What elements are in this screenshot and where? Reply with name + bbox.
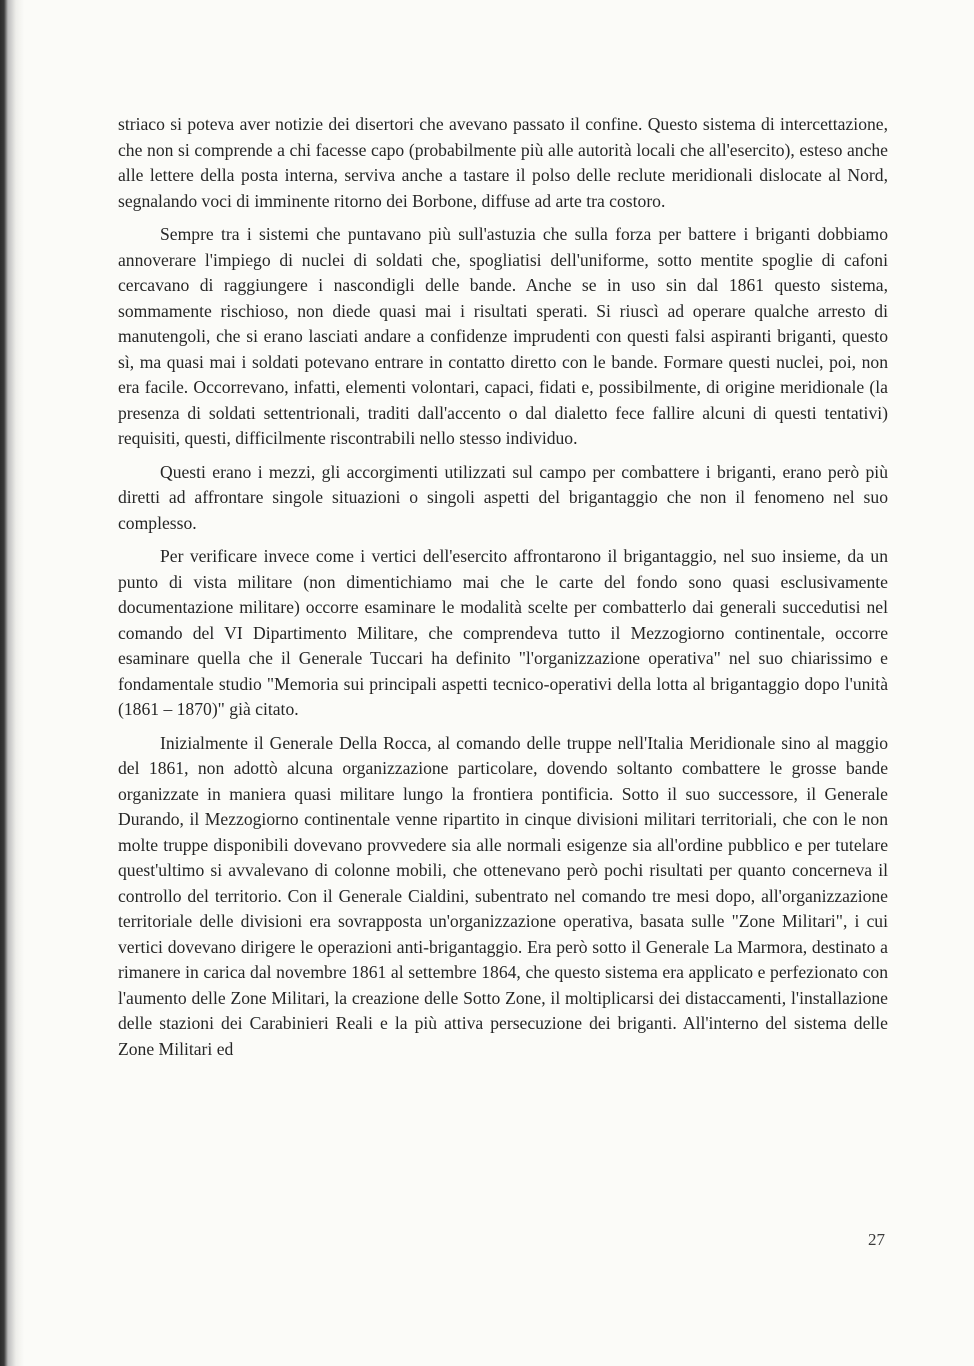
paragraph-generals-organization: Inizialmente il Generale Della Rocca, al comando delle truppe nell'Italia Meridionale sino al maggio del 1861, non adottò alcuna organizzazione particolare, dovendo soltanto combattere le grosse bande organizzate in maniera quasi militare lungo la frontiera pontificia. Sotto il suo successore, il Generale Durando, il Mezzogiorno continentale venne ripartito in cinque divisioni militari territoriali, che con le non molte truppe disponibili dovevano provvedere sia alle normali esigenze sia all'ordine pubblico e per tutelare quest'ultimo si avvalevano di colonne mobili, che ottenevano però pochi risultati per quanto concerneva il controllo del territorio. Con il Generale Cialdini, subentrato nel comando tre mesi dopo, all'organizzazione territoriale delle divisioni era sovrapposta un'organizzazione operativa, basata sulle "Zone Militari", i cui vertici dovevano dirigere le operazioni anti-brigantaggio. Era però sotto il Generale La Marmora, destinato a rimanere in carica dal novembre 1861 al settembre 1864, che questo sistema era applicato e perfezionato con l'aumento delle Zone Militari, la creazione delle Sotto Zone, il moltiplicarsi dei distaccamenti, l'installazione delle stazioni dei Carabinieri Reali e la più attiva persecuzione dei briganti. All'interno del sistema delle Zone Militari ed [118, 732, 888, 1059]
body-text [118, 112, 888, 1070]
paragraph-military-view: Per verificare invece come i vertici dell'esercito affrontarono il brigantaggio, nel suo insieme, da un punto di vista militare (non dimentichiamo mai che le carte del fondo sono quasi esclusivamente documentazione militare) occorre esaminare le modalità scelte per combatterlo dai generali succedutisi nel comando del VI Dipartimento Militare, che comprendeva tutto il Mezzogiorno continentale, occorre esaminare quella che il Generale Tuccari ha definito "l'organizzazione operativa" nel suo chiarissimo e fondamentale studio "Memoria sui principali aspetti tecnico-operativi della lotta al brigantaggio dopo l'unità (1861 – 1870)" già citato. [118, 546, 888, 719]
page-binding-edge [0, 0, 24, 1366]
paragraph-field-means: Questi erano i mezzi, gli accorgimenti utilizzati sul campo per combattere i briganti, erano però più diretti ad affrontare singole situazioni o singoli aspetti del brigantaggio che non il fenomeno nel suo complesso. [118, 461, 888, 533]
page-number: 27 [868, 1230, 885, 1249]
paragraph-continuation: striaco si poteva aver notizie dei disertori che avevano passato il confine. Questo sistema di intercettazione, che non si comprende a chi facesse capo (probabilmente più alle autorità locali che all'esercito), esteso anche alle lettere della posta interna, serviva anche a tastare il polso delle reclute meridionali dislocate al Nord, segnalando voci di imminente ritorno dei Borbone, diffuse ad arte tra costoro. [118, 114, 888, 211]
paragraph-undercover-soldiers: Sempre tra i sistemi che puntavano più sull'astuzia che sulla forza per battere i briganti dobbiamo annoverare l'impiego di nuclei di soldati che, spogliatisi dell'uniforme, sotto mentite spoglie di cafoni cercavano di raggiungere i nascondigli delle bande. Anche se in uso sin dal 1861 questo sistema, sommamente rischioso, non diede quasi mai i risultati sperati. Si riuscì ad operare qualche arresto di manutengoli, che si erano lasciati andare a confidenze imprudenti con questi falsi aspiranti briganti, questo sì, ma quasi mai i soldati potevano entrare in contatto diretto con le bande. Formare questi nuclei, poi, non era facile. Occorrevano, infatti, elementi volontari, capaci, fidati e, possibilmente, di origine meridionale (la presenza di soldati settentrionali, traditi dall'accento o dal dialetto fece fallire alcuni di questi tentativi) requisiti, questi, difficilmente riscontrabili nello stesso individuo. [118, 224, 888, 448]
